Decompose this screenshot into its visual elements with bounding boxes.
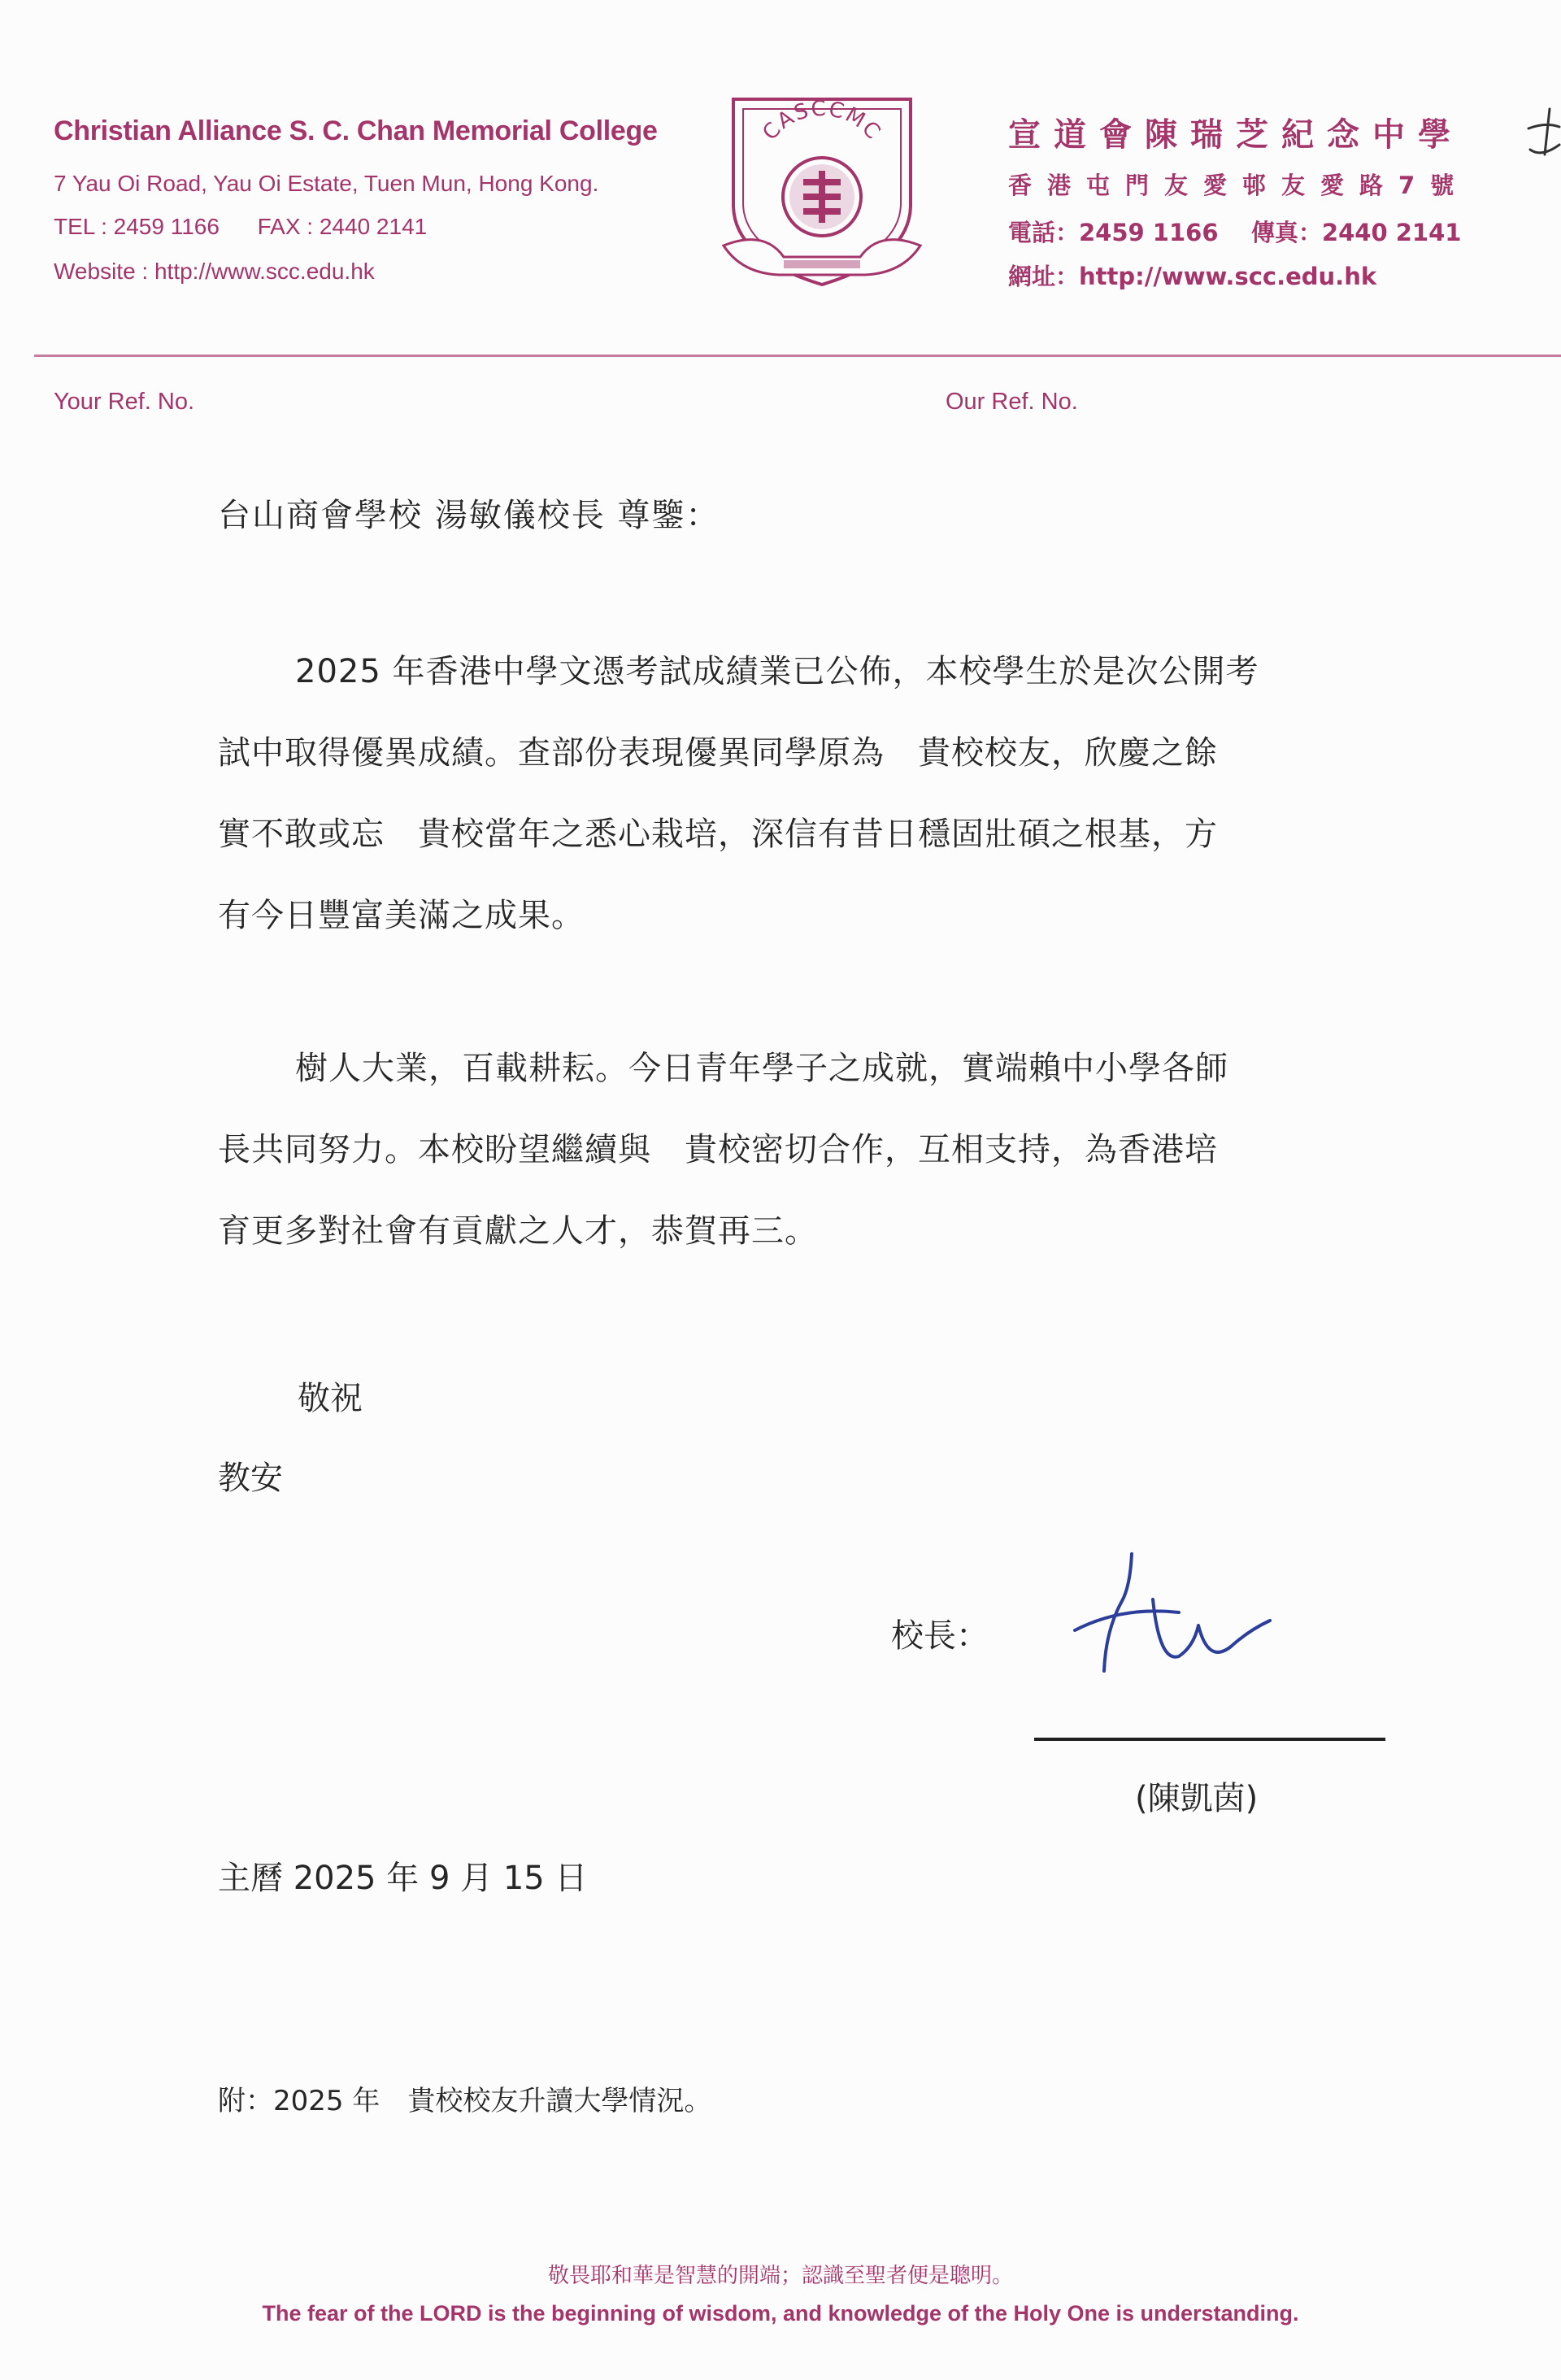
paragraph-line: 試中取得優異成績。查部份表現優異同學原為 貴校校友，欣慶之餘 <box>218 734 1218 772</box>
signature-line <box>1034 1738 1385 1741</box>
address-chinese: 香港屯門友愛邨友愛路7號 <box>1008 172 1470 199</box>
website-chinese: 網址：http://www.scc.edu.hk <box>1008 263 1377 290</box>
closing-wish: 教安 <box>218 1460 283 1497</box>
website-english: Website : http://www.scc.edu.hk <box>54 259 375 284</box>
paragraph-line: 樹人大業，百載耕耘。今日青年學子之成就，實端賴中小學各師 <box>295 1050 1228 1087</box>
our-ref-label: Our Ref. No. <box>946 389 1078 415</box>
paragraph-1 <box>218 631 1429 956</box>
letter-date: 主曆 2025 年 9 月 15 日 <box>218 1860 588 1897</box>
motto-english: The fear of the LORD is the beginning of wisdom, and knowledge of the Holy One is understanding. <box>262 2301 1299 2326</box>
paragraph-2 <box>218 1028 1429 1272</box>
salutation: 台山商會學校 湯敏儀校長 尊鑒： <box>218 497 720 534</box>
school-crest-logo <box>715 91 928 302</box>
svg-text:CASCCMC: CASCCMC <box>758 96 886 146</box>
school-name-english: Christian Alliance S. C. Chan Memorial College <box>54 115 658 146</box>
principal-label: 校長： <box>891 1617 989 1655</box>
tel-fax-chinese: 電話：2459 1166 傳真：2440 2141 <box>1008 219 1462 246</box>
paragraph-line: 實不敢或忘 貴校當年之悉心栽培，深信有昔日穩固壯碩之根基，方 <box>218 816 1218 853</box>
your-ref-label: Your Ref. No. <box>54 389 195 415</box>
corner-pen-mark <box>1522 104 1561 169</box>
paragraph-line: 2025 年香港中學文憑考試成績業已公佈，本校學生於是次公開考 <box>295 653 1259 690</box>
paragraph-line: 有今日豐富美滿之成果。 <box>218 897 585 934</box>
paragraph-line: 長共同努力。本校盼望繼續與 貴校密切合作，互相支持，為香港培 <box>218 1131 1218 1168</box>
paragraph-line: 育更多對社會有貢獻之人才，恭賀再三。 <box>218 1212 818 1250</box>
letterhead-divider <box>34 355 1561 357</box>
handwritten-signature <box>1057 1541 1341 1703</box>
school-name-chinese: 宣道會陳瑞芝紀念中學 <box>1008 116 1463 154</box>
signatory-name: (陳凱茵) <box>1135 1780 1259 1817</box>
attachment-note: 附：2025 年 貴校校友升讀大學情況。 <box>218 2085 712 2117</box>
motto-chinese: 敬畏耶和華是智慧的開端；認識至聖者便是聰明。 <box>547 2264 1013 2288</box>
tel-fax-english: TEL : 2459 1166 FAX : 2440 2141 <box>54 214 428 239</box>
closing-greeting: 敬祝 <box>298 1380 363 1417</box>
address-english: 7 Yau Oi Road, Yau Oi Estate, Tuen Mun, Hong Kong. <box>54 171 599 196</box>
